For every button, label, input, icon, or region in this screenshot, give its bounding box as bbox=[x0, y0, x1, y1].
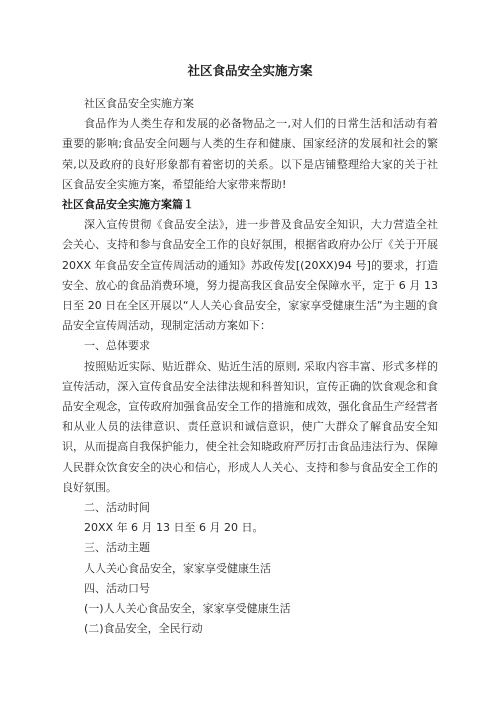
requirements-paragraph: 按照贴近实际、贴近群众、贴近生活的原则, 采取内容丰富、形式多样的宣传活动，深入宣传食品安全法律法规和科普知识，宣传正确的饮食观念和食品安全观念，宣传政府加强食品安全工作的措施和成效，强化食品生产经营者和从业人员的法律意识、责任意识和诚信意识，使广大群众了解食品安全知识，从而提高自我保护能力，使全社会知晓政府严厉打击食品违法行为、保障人民群众饮食安全的决心和信心，形成人人关心、支持和参与食品安全工作的良好氛围。 bbox=[62, 359, 438, 494]
intro-paragraph: 食品作为人类生存和发展的必备物品之一,对人们的日常生活和活动有着重要的影响;食品安全问题与人类的生存和健康、国家经济的发展和社会的繁荣,以及政府的良好形象都有着密切的关系。以下是店铺整理给大家的关于社区食品安全实施方案，希望能给大家带来帮助! bbox=[62, 117, 438, 191]
heading-activity-slogan: 四、活动口号 bbox=[84, 581, 150, 595]
document-title: 社区食品安全实施方案 bbox=[187, 63, 313, 78]
activity-time-text: 20XX 年 6 月 13 日至 6 月 20 日。 bbox=[84, 521, 264, 535]
body-paragraph: 深入宣传贯彻《食品安全法》，进一步普及食品安全知识，大力营造全社会关心、支持和参与食品安全工作的良好氛围，根据省政府办公厅《关于开展 20XX 年食品安全宣传周活动的通知》苏政传发[(20XX)94 号]的要求，打造安全、放心的食品消费环境，努力提高我区食品安全保障水平，定于 6 月 13 日至 20 日在全区开展以“人人关心食品安全，家家享受健康生活”为主题的食品安全宣传周活动，现制定活动方案如下： bbox=[62, 218, 438, 333]
slogan-item-2: (二)食品安全，全民行动 bbox=[84, 622, 203, 636]
section-title: 社区食品安全实施方案篇１ bbox=[62, 198, 194, 212]
activity-theme-text: 人人关心食品安全，家家享受健康生活 bbox=[84, 561, 271, 575]
heading-activity-theme: 三、活动主题 bbox=[84, 541, 150, 555]
heading-activity-time: 二、活动时间 bbox=[84, 501, 150, 515]
slogan-item-1: (一)人人关心食品安全，家家享受健康生活 bbox=[84, 602, 291, 616]
heading-overall-requirements: 一、总体要求 bbox=[84, 339, 150, 353]
document-subtitle: 社区食品安全实施方案 bbox=[84, 97, 194, 110]
